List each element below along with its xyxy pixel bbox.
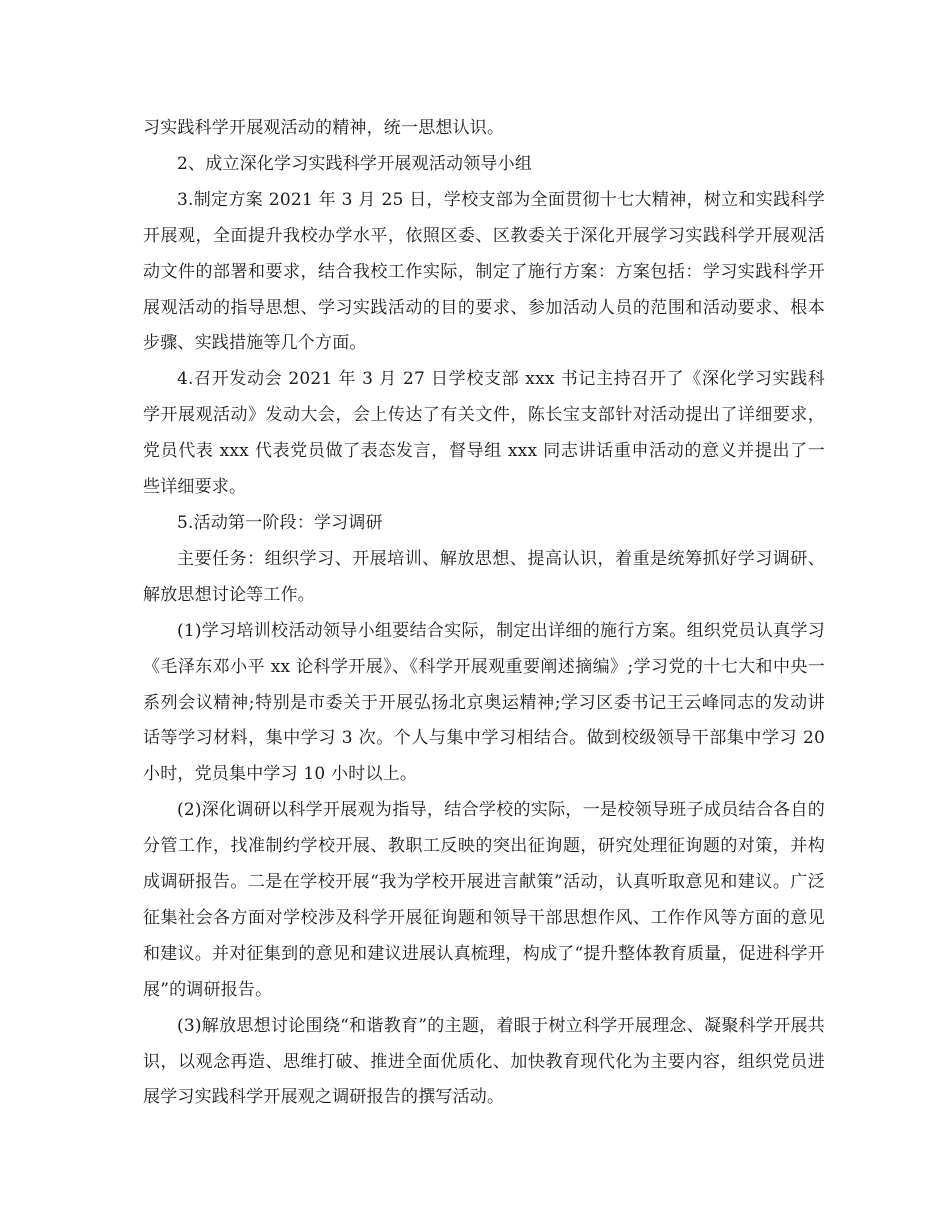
paragraph-2: 2、成立深化学习实践科学开展观活动领导小组: [177, 153, 533, 174]
document-body: [143, 111, 825, 1116]
paragraph-6: 主要任务：组织学习、开展培训、解放思想、提高认识，着重是统筹抓好学习调研、解放思想讨论等工作。: [143, 548, 825, 605]
paragraph-3: 3.制定方案 2021 年 3 月 25 日，学校支部为全面贯彻十七大精神，树立和实践科学开展观，全面提升我校办学水平，依照区委、区教委关于深化开展学习实践科学开展观活动文件的部署和要求，结合我校工作实际，制定了施行方案：方案包括：学习实践科学开展观活动的指导思想、学习实践活动的目的要求、参加活动人员的范围和活动要求、根本步骤、实践措施等几个方面。: [143, 189, 825, 354]
paragraph-1: 习实践科学开展观活动的精神，统一思想认识。: [143, 118, 505, 138]
paragraph-9: (3)解放思想讨论围绕“和谐教育”的主题，着眼于树立科学开展理念、凝聚科学开展共识，以观念再造、思维打破、推进全面优质化、加快教育现代化为主要内容，组织党员进展学习实践科学开展观之调研报告的撰写活动。: [143, 1015, 825, 1108]
paragraph-4: 4.召开发动会 2021 年 3 月 27 日学校支部 xxx 书记主持召开了《深化学习实践科学开展观活动》发动大会，会上传达了有关文件，陈长宝支部针对活动提出了详细要求，党员代表 xxx 代表党员做了表态发言，督导组 xxx 同志讲话重申活动的意义并提出了一些详细要求。: [143, 369, 825, 498]
paragraph-7: (1)学习培训校活动领导小组要结合实际，制定出详细的施行方案。组织党员认真学习《毛泽东邓小平 xx 论科学开展》、《科学开展观重要阐述摘编》;学习党的十七大和中央一系列会议精神;特别是市委关于开展弘扬北京奥运精神;学习区委书记王云峰同志的发动讲话等学习材料，集中学习 3 次。个人与集中学习相结合。做到校级领导干部集中学习 20 小时，党员集中学习 10 小时以上。: [143, 620, 825, 785]
paragraph-8: (2)深化调研以科学开展观为指导，结合学校的实际，一是校领导班子成员结合各自的分管工作，找准制约学校开展、教职工反映的突出征询题，研究处理征询题的对策，并构成调研报告。二是在学校开展“我为学校开展进言献策”活动，认真听取意见和建议。广泛征集社会各方面对学校涉及科学开展征询题和领导干部思想作风、工作作风等方面的意见和建议。并对征集到的意见和建议进展认真梳理，构成了“提升整体教育质量，促进科学开展”的调研报告。: [143, 800, 825, 1000]
paragraph-5: 5.活动第一阶段：学习调研: [177, 512, 383, 533]
